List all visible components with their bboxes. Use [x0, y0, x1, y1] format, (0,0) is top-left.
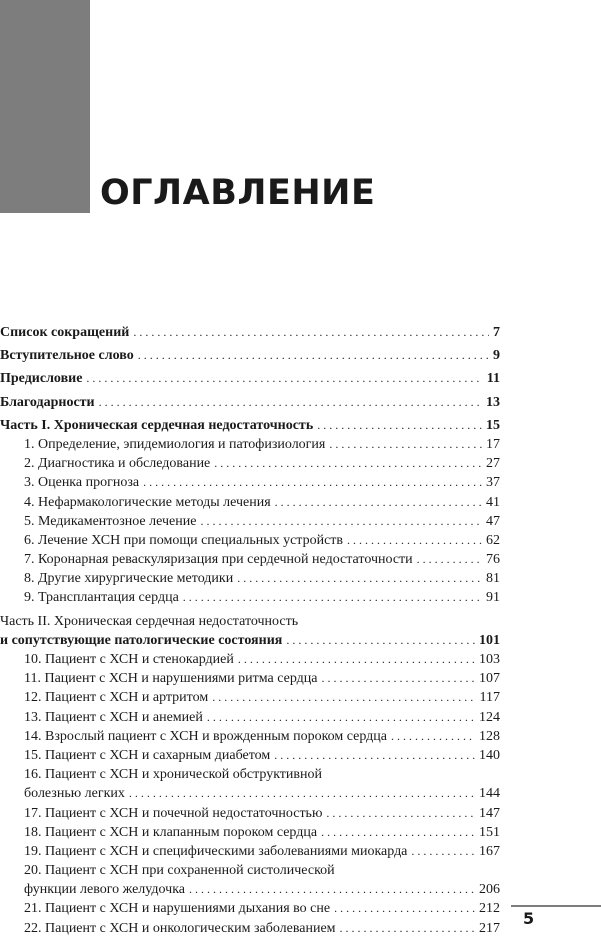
toc-page-number: 151	[479, 824, 500, 840]
toc-chapter-title: 3. Оценка прогноза	[24, 475, 140, 491]
toc-leader-dots	[183, 588, 482, 607]
toc-page-number: 107	[479, 671, 500, 687]
toc-entry-title: Благодарности	[0, 394, 95, 410]
toc-page-number: 41	[486, 494, 500, 510]
toc-chapter[interactable]	[0, 842, 500, 861]
toc-chapter[interactable]	[0, 569, 500, 588]
toc-leader-dots	[321, 823, 475, 842]
toc-chapter-title: 9. Трансплантация сердца	[24, 590, 179, 606]
toc-chapter[interactable]	[0, 454, 500, 473]
toc-page-number: 7	[493, 325, 500, 340]
toc-chapter-title: 22. Пациент с ХСН и онкологическим заболеванием	[24, 920, 336, 936]
toc-leader-dots	[238, 650, 475, 669]
toc-part-title: Часть I. Хроническая сердечная недостаточность	[0, 417, 314, 433]
toc-leader-dots	[207, 708, 475, 727]
toc-part-1[interactable]	[0, 416, 500, 435]
toc-leader-dots	[237, 569, 482, 588]
toc-chapter[interactable]	[0, 493, 500, 512]
toc-chapter-title: 8. Другие хирургические методики	[24, 571, 234, 587]
toc-page-number: 117	[479, 690, 500, 706]
toc-leader-dots	[417, 550, 482, 569]
toc-chapter[interactable]	[0, 919, 500, 938]
toc-chapter[interactable]	[0, 708, 500, 727]
toc-chapter-title: 17. Пациент с ХСН и почечной недостаточностью	[24, 805, 323, 821]
toc-chapter-title-line: функции левого желудочка	[24, 882, 186, 898]
toc-leader-dots	[411, 842, 475, 861]
toc-chapter-title-line: 20. Пациент с ХСН при сохраненной систолической	[24, 863, 335, 879]
toc-chapter-title: 11. Пациент с ХСН и нарушениями ритма сердца	[24, 671, 318, 687]
toc-chapter[interactable]	[0, 588, 500, 607]
toc-leader-dots	[189, 880, 475, 899]
toc-chapter[interactable]	[0, 804, 500, 823]
toc-chapter[interactable]	[0, 823, 500, 842]
toc-page-number: 11	[486, 371, 500, 387]
toc-leader-dots	[317, 416, 482, 435]
toc-page-number: 128	[479, 728, 500, 744]
toc-part-1-chapters	[0, 435, 500, 608]
toc-leader-dots	[133, 323, 489, 342]
toc-chapter[interactable]	[0, 688, 500, 707]
toc-chapter[interactable]	[0, 861, 500, 899]
toc-chapter-title: 5. Медикаментозное лечение	[24, 513, 197, 529]
toc-entry-acknowledgements[interactable]	[0, 393, 500, 412]
toc-chapter[interactable]	[0, 435, 500, 454]
toc-page-number: 103	[479, 652, 500, 667]
toc-leader-dots	[326, 804, 475, 823]
toc-chapter-title: 12. Пациент с ХСН и артритом	[24, 690, 209, 706]
page-title: ОГЛАВЛЕНИЕ	[100, 173, 376, 213]
toc-leader-dots	[275, 493, 482, 512]
toc-leader-dots	[99, 393, 482, 412]
toc-page-number: 9	[493, 348, 500, 364]
toc-chapter-title: 1. Определение, эпидемиология и патофизиология	[24, 436, 326, 452]
toc-leader-dots	[329, 435, 482, 454]
toc-chapter-title-line: болезнью легких	[24, 786, 125, 802]
toc-part-2-chapters	[0, 650, 500, 938]
toc-entry-title: Список сокращений	[0, 325, 130, 340]
toc-leader-dots	[347, 531, 482, 550]
toc-chapter-title: 4. Нефармакологические методы лечения	[24, 494, 271, 510]
toc-chapter-title: 2. Диагностика и обследование	[24, 456, 211, 472]
toc-entry-preface[interactable]	[0, 369, 500, 388]
toc-leader-dots	[129, 784, 475, 803]
toc-leader-dots	[274, 746, 475, 765]
toc-chapter[interactable]	[0, 669, 500, 688]
toc-chapter[interactable]	[0, 531, 500, 550]
footer-rule	[511, 905, 601, 907]
toc-leader-dots	[212, 688, 475, 707]
toc-chapter[interactable]	[0, 727, 500, 746]
toc-page-number: 212	[479, 901, 500, 917]
toc-chapter[interactable]	[0, 512, 500, 531]
toc-leader-dots	[143, 473, 482, 492]
toc-page-number: 62	[486, 532, 500, 548]
toc-page-number: 167	[479, 843, 500, 859]
toc-page-number: 124	[479, 709, 500, 725]
toc-entry-abbreviations[interactable]	[0, 323, 500, 342]
toc-page-number: 15	[486, 417, 500, 433]
table-of-contents	[0, 323, 500, 938]
toc-page-number: 27	[486, 456, 500, 472]
toc-leader-dots	[340, 919, 475, 938]
toc-leader-dots	[391, 727, 475, 746]
toc-chapter[interactable]	[0, 765, 500, 803]
toc-page-number: 144	[479, 786, 500, 802]
toc-chapter-title-line: 16. Пациент с ХСН и хронической обструктивной	[24, 767, 323, 783]
toc-page-number: 217	[479, 920, 500, 936]
toc-page-number: 206	[479, 882, 500, 898]
toc-chapter[interactable]	[0, 473, 500, 492]
page-number: 5	[523, 909, 535, 928]
toc-leader-dots	[86, 369, 482, 388]
toc-part-2[interactable]	[0, 612, 500, 650]
toc-chapter-title: 15. Пациент с ХСН и сахарным диабетом	[24, 747, 271, 763]
toc-part-title-line: и сопутствующие патологические состояния	[0, 632, 283, 648]
toc-entry-introduction[interactable]	[0, 346, 500, 365]
toc-leader-dots	[138, 346, 489, 365]
toc-leader-dots	[200, 512, 482, 531]
toc-page-number: 101	[479, 632, 500, 648]
toc-entry-title: Вступительное слово	[0, 348, 134, 364]
toc-chapter-title: 18. Пациент с ХСН и клапанным пороком сердца	[24, 824, 318, 840]
header-accent-block	[0, 0, 90, 213]
toc-chapter-title: 7. Коронарная реваскуляризация при сердечной недостаточности	[24, 552, 413, 568]
toc-chapter-title: 19. Пациент с ХСН и специфическими заболеваниями миокарда	[24, 843, 408, 859]
toc-page-number: 147	[479, 805, 500, 821]
toc-chapter-title: 10. Пациент с ХСН и стенокардией	[24, 652, 234, 667]
toc-chapter[interactable]	[0, 746, 500, 765]
toc-chapter-title: 6. Лечение ХСН при помощи специальных устройств	[24, 532, 344, 548]
toc-page-number: 76	[486, 552, 500, 568]
toc-chapter-title: 13. Пациент с ХСН и анемией	[24, 709, 203, 725]
toc-page-number: 37	[486, 475, 500, 491]
toc-entry-title: Предисловие	[0, 371, 83, 387]
toc-chapter[interactable]	[0, 550, 500, 569]
toc-page-number: 91	[486, 590, 500, 606]
toc-chapter[interactable]	[0, 650, 500, 669]
toc-leader-dots	[214, 454, 482, 473]
toc-page-number: 13	[486, 394, 500, 410]
toc-part-title-line: Часть II. Хроническая сердечная недостаточность	[0, 613, 299, 629]
toc-chapter-title: 14. Взрослый пациент с ХСН и врожденным пороком сердца	[24, 728, 388, 744]
toc-leader-dots	[334, 899, 475, 918]
toc-page-number: 140	[479, 747, 500, 763]
toc-page-number: 47	[486, 513, 500, 529]
toc-leader-dots	[286, 631, 475, 650]
toc-page-number: 17	[486, 436, 500, 452]
toc-chapter-title: 21. Пациент с ХСН и нарушениями дыхания во сне	[24, 901, 331, 917]
toc-page-number: 81	[486, 571, 500, 587]
toc-leader-dots	[321, 669, 475, 688]
toc-chapter[interactable]	[0, 899, 500, 918]
